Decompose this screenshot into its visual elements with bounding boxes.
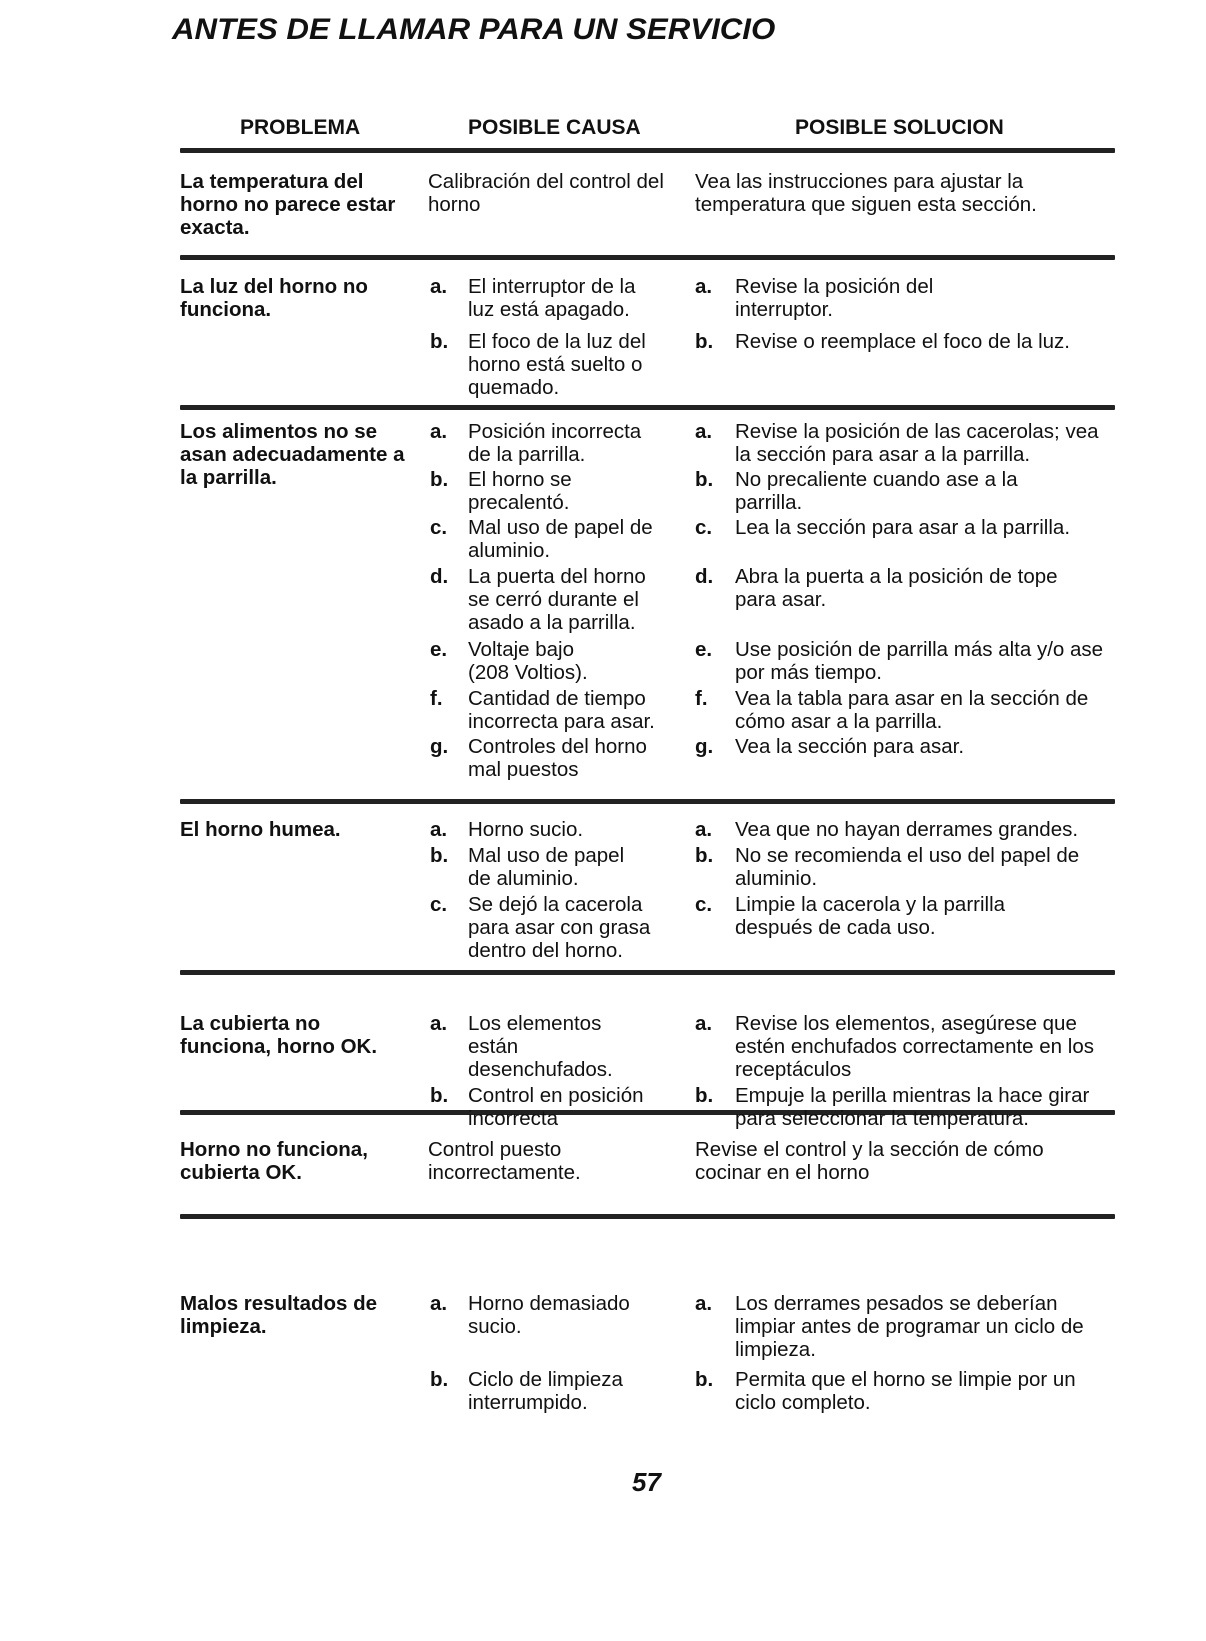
cause-text: La puerta del horno se cerró durante el asado a la parrilla. [468,565,646,634]
cause-text: El horno se precalentó. [468,468,572,514]
solution-item [695,893,1120,939]
column-header-causa: POSIBLE CAUSA [468,116,641,139]
solution-item [695,330,1120,353]
problem-text: Los alimentos no se asan adecuadamente a la parrilla. [180,420,405,489]
item-letter: c. [430,893,448,916]
item-letter: g. [430,735,449,758]
solution-text: Vea la tabla para asar en la sección de cómo asar a la parrilla. [735,687,1089,733]
item-letter: c. [695,516,713,539]
item-letter: f. [430,687,443,710]
item-letter: a. [430,275,448,298]
item-letter: a. [430,1012,448,1035]
item-letter: f. [695,687,708,710]
solution-item [695,687,1120,733]
cause-item [430,1084,685,1130]
cause-text: Se dejó la cacerola para asar con grasa dentro del horno. [468,893,651,962]
cause-item [430,1368,685,1414]
solution-text: Revise la posición del interruptor. [735,275,934,321]
solution-text: Revise los elementos, asegúrese que estén enchufados correctamente en los receptáculos [735,1012,1094,1081]
item-letter: a. [695,275,713,298]
item-letter: b. [430,844,449,867]
item-letter: a. [695,420,713,443]
column-header-problema: PROBLEMA [240,116,361,139]
column-header-solucion: POSIBLE SOLUCION [795,116,1004,139]
solution-text: Abra la puerta a la posición de tope para asar. [735,565,1058,611]
cause-text: Voltaje bajo (208 Voltios). [468,638,588,684]
row-divider [180,970,1115,975]
item-letter: b. [430,468,449,491]
problem-text: Malos resultados de limpieza. [180,1292,378,1338]
solution-text: Use posición de parrilla más alta y/o ase por más tiempo. [735,638,1104,684]
cause-item [430,844,685,890]
item-letter: b. [430,330,449,353]
solution-item [695,565,1120,611]
header-rule [180,148,1115,153]
problem-text: La temperatura del horno no parece estar exacta. [180,170,396,239]
item-letter: a. [695,818,713,841]
cause-text: Los elementos están desenchufados. [468,1012,613,1081]
cause-text: Posición incorrecta de la parrilla. [468,420,642,466]
solution-text: Vea que no hayan derrames grandes. [735,818,1079,841]
problem-text: La cubierta no funciona, horno OK. [180,1012,378,1058]
cause-text: Horno sucio. [468,818,584,841]
cause-item [430,516,685,562]
item-letter: a. [695,1012,713,1035]
item-letter: b. [695,468,714,491]
item-letter: c. [695,893,713,916]
cause-item [430,420,685,466]
item-letter: d. [430,565,449,588]
solution-item [695,468,1120,514]
solution-item [695,735,1120,758]
item-letter: c. [430,516,448,539]
cause-text: Mal uso de papel de aluminio. [468,516,653,562]
solution-item [695,275,1120,321]
solution-item [695,1368,1120,1414]
solution-item [695,844,1120,890]
item-letter: g. [695,735,714,758]
cause-text: Mal uso de papel de aluminio. [468,844,625,890]
cause-item [430,1012,685,1081]
cause-item [430,687,685,733]
item-letter: b. [695,1084,714,1107]
solution-text: Empuje la perilla mientras la hace girar para seleccionar la temperatura. [735,1084,1090,1130]
solution-text: No precaliente cuando ase a la parrilla. [735,468,1018,514]
item-letter: b. [695,330,714,353]
cause-text: Ciclo de limpieza interrumpido. [468,1368,623,1414]
row-divider [180,1214,1115,1219]
item-letter: a. [430,1292,448,1315]
solution-text: Revise o reemplace el foco de la luz. [735,330,1071,353]
solution-text: Revise la posición de las cacerolas; vea la sección para asar a la parrilla. [735,420,1099,466]
item-letter: b. [430,1368,449,1391]
solution-text: Vea la sección para asar. [735,735,965,758]
page-title: ANTES DE LLAMAR PARA UN SERVICIO [172,13,776,46]
solution-item [695,420,1120,466]
problem-text: La luz del horno no funciona. [180,275,368,321]
item-letter: d. [695,565,714,588]
solution-item [695,1292,1120,1361]
cause-text: Horno demasiado sucio. [468,1292,630,1338]
cause-text: Controles del horno mal puestos [468,735,647,781]
solution-item [695,638,1120,684]
item-letter: a. [430,420,448,443]
cause-item [430,893,685,962]
cause-text: El interruptor de la luz está apagado. [468,275,636,321]
cause-text: Calibración del control del horno [428,170,664,216]
cause-item [430,818,685,841]
cause-item [430,1292,685,1338]
solution-text: Lea la sección para asar a la parrilla. [735,516,1071,539]
solution-text: Revise el control y la sección de cómo cocinar en el horno [695,1138,1044,1184]
cause-item [430,468,685,514]
solution-item [695,1012,1120,1081]
solution-text: Los derrames pesados se deberían limpiar antes de programar un ciclo de limpieza. [735,1292,1084,1361]
item-letter: e. [695,638,713,661]
cause-item [430,735,685,781]
cause-text: Control puesto incorrectamente. [428,1138,581,1184]
solution-item [695,516,1120,539]
cause-item [430,275,685,321]
cause-text: Control en posición incorrecta [468,1084,644,1130]
item-letter: b. [695,844,714,867]
row-divider [180,799,1115,804]
cause-item [430,330,685,399]
solution-item [695,1084,1120,1130]
solution-text: Permita que el horno se limpie por un ciclo completo. [735,1368,1076,1414]
item-letter: b. [695,1368,714,1391]
cause-text: Cantidad de tiempo incorrecta para asar. [468,687,655,733]
problem-text: Horno no funciona, cubierta OK. [180,1138,368,1184]
item-letter: a. [695,1292,713,1315]
row-divider [180,405,1115,410]
solution-item [695,818,1120,841]
solution-text: Vea las instrucciones para ajustar la temperatura que siguen esta sección. [695,170,1037,216]
cause-text: El foco de la luz del horno está suelto o quemado. [468,330,646,399]
problem-text: El horno humea. [180,818,341,841]
cause-item [430,565,685,634]
solution-text: Limpie la cacerola y la parrilla después de cada uso. [735,893,1006,939]
item-letter: a. [430,818,448,841]
row-divider [180,255,1115,260]
solution-text: No se recomienda el uso del papel de aluminio. [735,844,1080,890]
item-letter: e. [430,638,448,661]
item-letter: b. [430,1084,449,1107]
cause-item [430,638,685,684]
page-number: 57 [632,1467,661,1497]
